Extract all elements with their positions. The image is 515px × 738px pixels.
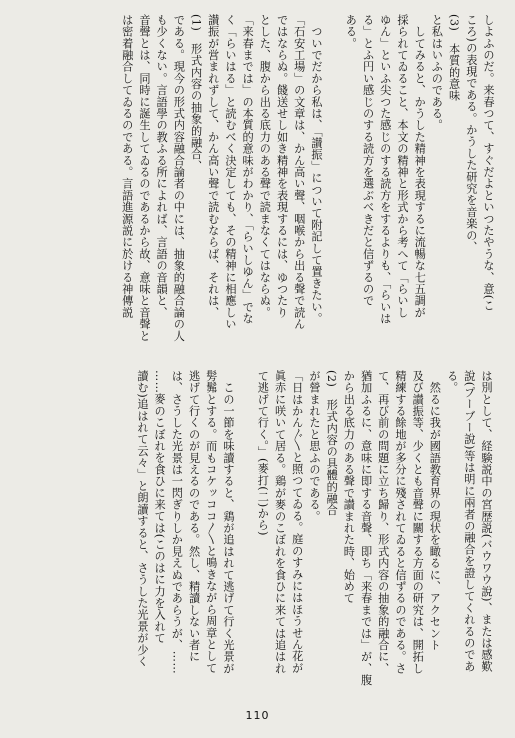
text-line: 「日はかん〴〵と照つてゐる。庭のすみにはほうせん花が [290,370,304,674]
text-line: とした、腹から出る底力のある聲で読まなくてはならぬ。 [258,14,272,319]
text-line: 讃振が営まれずして、かん高い聲で読むならば、それは、 [206,14,220,319]
text-line: 「石安工場」の文章は、かん高い聲、咽喉から出る聲で読ん [292,14,306,330]
text-line: は別として、経験説中の宮歴説(バウワウ說)、または感歎 [480,370,493,673]
text-line: してみると、かうした精神を表現するに流暢な七五調が [413,14,427,319]
text-line: 逃げて行くのが見えるのである。然し、精讀しない者に [187,370,201,663]
text-line: である。現今の形式内容融合論者の中には、抽象的融合論の人 [172,14,186,342]
upper-text-block [119,14,497,344]
text-line: この一節を味讀すると、鶏が追はれて逃げて行く光景が [221,370,235,675]
text-line: (3) 本質的意味 [447,14,461,102]
text-line: 「来春までは」の本質的意味がわかり、「らいしゆん」でな [241,14,255,325]
text-line: ついでだから私は、「讃振」について附記して置きたい。 [309,14,323,325]
text-line: が營まれたと思ふのである。 [307,370,321,523]
text-line: 讀む)追はれて云々」と朗讀すると、さうした光景が少く [135,370,149,668]
lower-text-block [134,370,495,690]
text-line: しよふのだ。来春つて、すぐだよといつたやうな、意(こ [482,14,495,312]
text-line: 精練する餘地が多分に殘されてゐると信ずるのである。さ [393,370,407,675]
text-line: 然るに我が國語教育界の現状を瞰るに、アクセント [428,370,442,651]
text-line [325,14,342,344]
text-line: て逃げて行く。」(麥打(二)から) [256,370,270,536]
text-line: (1) 形式内容の抽象的融合、 [189,14,203,172]
text-line: 採られてゐること、本文の精神と形式から考へて「らいし [395,14,409,319]
text-line: ではならぬ。餞送せし如き精神を表現するには、ゆつたり [275,14,289,319]
text-line [237,370,254,690]
text-line: は、さうした光景は一閃ぎりしか見えぬであらうが、…… [170,370,184,675]
text-line: (2) 形式内容の具體的融合 [325,370,339,517]
text-line: から出る底力のある聲で讃まれた時、始めて [342,370,356,604]
text-line: は密着融合してゐるのである。言語進源説に於ける神傳説 [120,14,134,319]
text-line: る」とふ円い感じのする読方を選ぶべきだと信ずるので [361,14,375,307]
text-line: て、再び前の問題に立ち歸り、形式内容の抽象的融合に、 [376,370,390,675]
page-number: 110 [245,709,270,722]
text-line: と私はいふのである。 [430,14,444,131]
text-line: ころ)の表現である。かうした研究を音楽の、 [464,14,478,253]
text-line: 猶加ふるに、意味に即する音聲、即ち「来春までは」が、腹 [359,370,373,686]
text-line: 說(プーブー說)等は明に兩者の融合を證してくれるのであ [462,370,476,673]
text-line: 眞赤に咲いて居る。鶏が麥のこぼれを食ひに来ては追はれ [273,370,287,675]
text-line: ある。 [344,14,358,50]
text-line: 音聲とは、同時に誕生してゐるのであるから故、意味と音聲と [137,14,151,342]
text-line: く「らいはる」と読むべく決定しても、その精神に相應しい [223,14,237,330]
text-line: 髣髴とする。而もコケッココ〳〵と鳴きながら周章として [204,370,218,674]
text-line: ……麥のこぼれを食ひに来ては(このはに力を入れて [153,370,167,644]
text-line: ゆん」といふ尖つた感じのする読方をするよりも、「らいは [378,14,392,325]
text-line: も少くない。言語學の教ふる所によれば、言語の音韻と、 [155,14,169,319]
text-line: る。 [445,370,459,394]
text-line: 及び讃振等、少くとも音聲に關する方面の研究は、開拓し [411,370,425,675]
